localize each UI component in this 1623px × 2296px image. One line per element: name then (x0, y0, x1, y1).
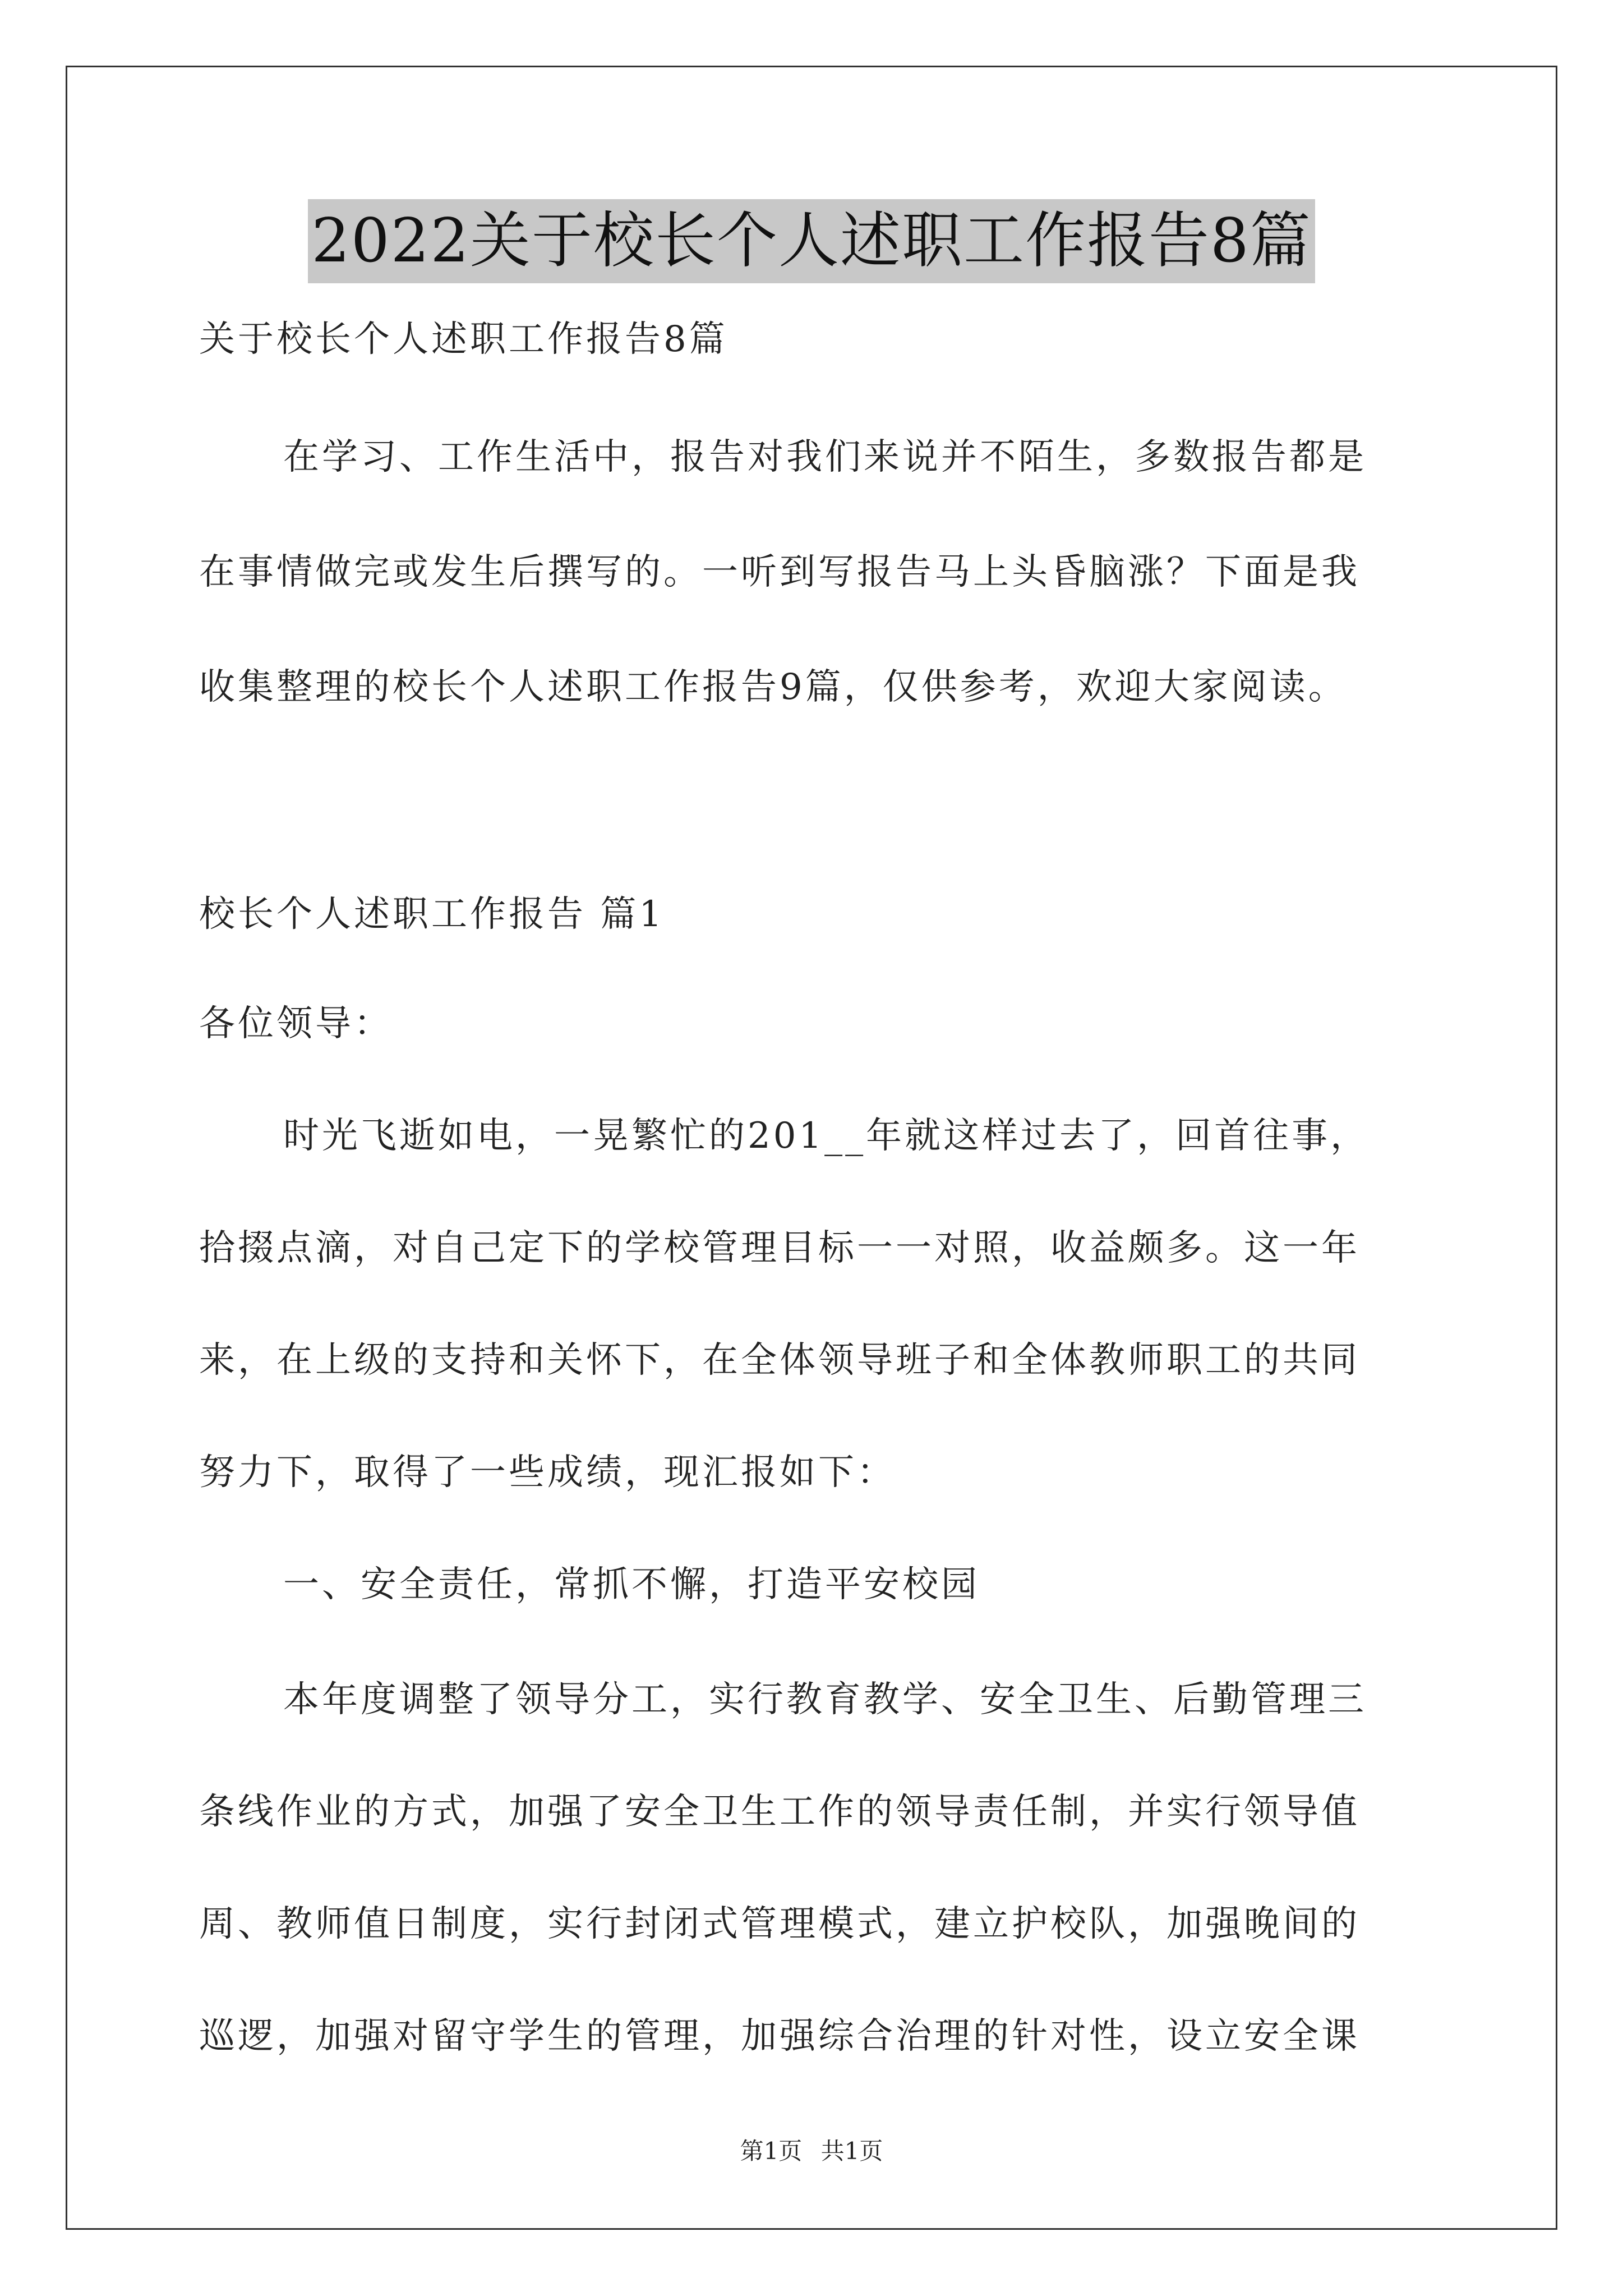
para2-line-2: 条线作业的方式，加强了安全卫生工作的领导责任制，并实行领导值 (199, 1791, 1360, 1833)
para1-line-4: 努力下，取得了一些成绩，现汇报如下： (199, 1452, 896, 1493)
page-footer (0, 2134, 1623, 2168)
para2-line-4: 巡逻，加强对留守学生的管理，加强综合治理的针对性，设立安全课 (199, 2016, 1360, 2057)
para1-line-2: 拾掇点滴，对自己定下的学校管理目标一一对照，收益颇多。这一年 (199, 1227, 1360, 1269)
salutation: 各位领导： (199, 1003, 393, 1045)
para2-line-1: 本年度调整了领导分工，实行教育教学、安全卫生、后勤管理三 (283, 1679, 1367, 1720)
document-title: 2022关于校长个人述职工作报告8篇 (308, 199, 1315, 283)
intro-line-3: 收集整理的校长个人述职工作报告9篇，仅供参考，欢迎大家阅读。 (199, 666, 1347, 708)
para2-line-3: 周、教师值日制度，实行封闭式管理模式，建立护校队，加强晚间的 (199, 1903, 1360, 1945)
point1-heading: 一、安全责任，常抓不懈，打造平安校园 (283, 1564, 980, 1605)
section-heading: 校长个人述职工作报告 篇1 (199, 894, 665, 935)
document-subtitle: 关于校长个人述职工作报告8篇 (199, 319, 728, 360)
para1-line-1: 时光飞逝如电，一晃繁忙的201__年就这样过去了，回首往事， (283, 1115, 1370, 1157)
intro-line-2: 在事情做完或发生后撰写的。一听到写报告马上头昏脑涨？下面是我 (199, 551, 1360, 593)
page-number-current: 第1页 (740, 2137, 803, 2165)
intro-line-1: 在学习、工作生活中，报告对我们来说并不陌生，多数报告都是 (283, 436, 1367, 478)
page-number-total: 共1页 (820, 2137, 883, 2165)
para1-line-3: 来，在上级的支持和关怀下，在全体领导班子和全体教师职工的共同 (199, 1340, 1360, 1381)
title-container (0, 199, 1623, 283)
